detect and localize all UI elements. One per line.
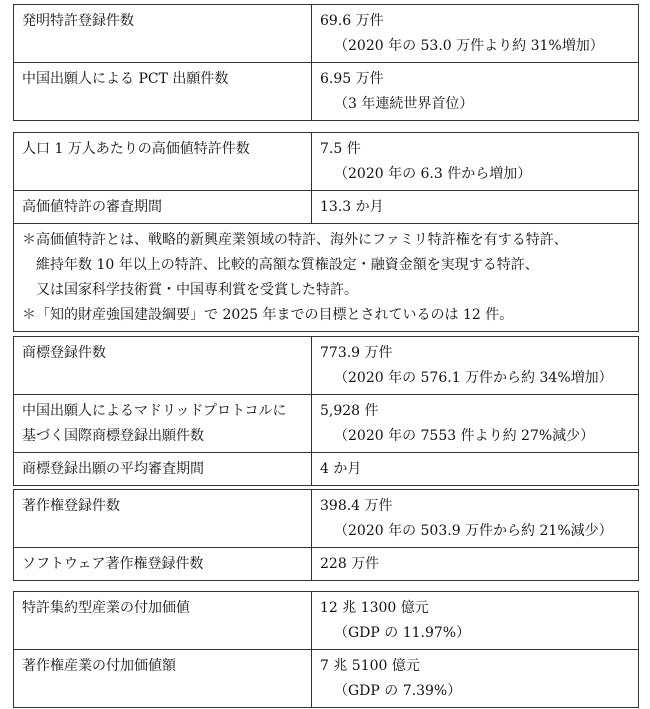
table-row (14, 395, 639, 453)
table-row (14, 650, 639, 708)
row-value: 398.4 万件 (320, 498, 393, 514)
row-value-cell (312, 650, 639, 708)
table-row (14, 592, 639, 650)
copyright-stats-table (13, 489, 639, 581)
row-value: 12 兆 1300 億元 (320, 600, 429, 616)
row-label: 高価値特許の審査期間 (14, 191, 312, 224)
row-value-note: （GDP の 7.39%） (334, 683, 462, 699)
row-value-cell (312, 337, 639, 395)
row-value-note: （2020 年の 7553 件より約 27%減少） (334, 428, 595, 444)
row-label-continued: 基づく国際商標登録出願件数 (22, 428, 204, 444)
table-row (14, 133, 639, 191)
row-label: 商標登録出願の平均審査期間 (14, 453, 312, 486)
industry-value-table (13, 591, 639, 708)
row-value: 228 万件 (320, 556, 380, 572)
row-value-cell (312, 5, 639, 63)
row-value-cell (312, 133, 639, 191)
row-value-note: （2020 年の 503.9 万件から約 21%減少） (334, 523, 613, 539)
row-label: 著作権登録件数 (14, 490, 312, 548)
note-line: ＊「知的財産強国建設綱要」で 2025 年までの目標とされているのは 12 件。 (22, 307, 514, 323)
row-value-cell (312, 191, 639, 224)
row-label: 人口 1 万人あたりの高価値特許件数 (14, 133, 312, 191)
row-value: 4 か月 (320, 461, 362, 477)
row-label: 著作権産業の付加価値額 (14, 650, 312, 708)
table-row (14, 5, 639, 63)
row-label: 中国出願人によるマドリッドプロトコルに (22, 403, 287, 419)
row-value-note: （2020 年の 576.1 万件から約 34%増加） (334, 370, 613, 386)
note-line: 維持年数 10 年以上の特許、比較的高額な質権設定・融資金額を実現する特許、 (36, 257, 539, 273)
row-value-cell (312, 548, 639, 581)
row-value-note: （3 年連続世界首位） (334, 96, 474, 112)
row-value-note: （2020 年の 53.0 万件より約 31%増加） (334, 38, 604, 54)
row-value-cell (312, 63, 639, 121)
row-label: 発明特許登録件数 (14, 5, 312, 63)
row-value: 69.6 万件 (320, 13, 384, 29)
table-row (14, 63, 639, 121)
row-label: 中国出願人による PCT 出願件数 (14, 63, 312, 121)
row-value-note: （2020 年の 6.3 件から増加） (334, 166, 532, 182)
note-line: ＊高価値特許とは、戦略的新興産業領域の特許、海外にファミリ特許権を有する特許、 (22, 232, 568, 248)
row-value-cell (312, 453, 639, 486)
table-row (14, 191, 639, 224)
row-value-cell (312, 490, 639, 548)
row-label: 商標登録件数 (14, 337, 312, 395)
table-row (14, 548, 639, 581)
row-value: 13.3 か月 (320, 199, 384, 215)
high-value-patent-table (13, 132, 639, 332)
row-value-note: （GDP の 11.97%） (334, 625, 471, 641)
row-label-cell (14, 395, 312, 453)
table-row (14, 337, 639, 395)
note-line: 又は国家科学技術賞・中国専利賞を受賞した特許。 (36, 282, 358, 298)
notes-cell (14, 224, 639, 332)
row-label: ソフトウェア著作権登録件数 (14, 548, 312, 581)
patent-stats-table (13, 4, 639, 121)
notes-row (14, 224, 639, 332)
row-value: 5,928 件 (320, 403, 379, 419)
table-row (14, 453, 639, 486)
row-label: 特許集約型産業の付加価値 (14, 592, 312, 650)
table-row (14, 490, 639, 548)
row-value-cell (312, 395, 639, 453)
row-value-cell (312, 592, 639, 650)
row-value: 7.5 件 (320, 141, 361, 157)
trademark-stats-table (13, 336, 639, 486)
row-value: 7 兆 5100 億元 (320, 658, 420, 674)
row-value: 6.95 万件 (320, 71, 384, 87)
row-value: 773.9 万件 (320, 345, 393, 361)
